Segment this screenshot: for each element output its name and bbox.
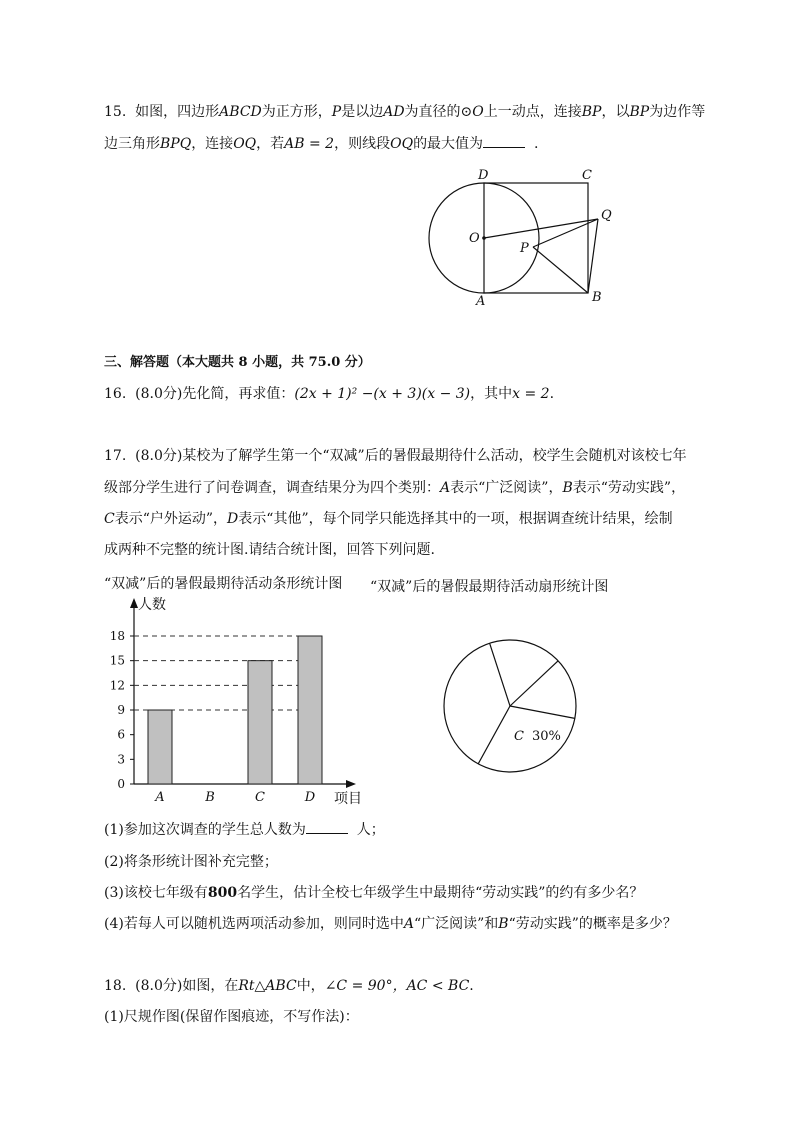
- q18-line1: [104, 977, 474, 995]
- bar-chart-title: “双减”后的暑假最期待活动条形统计图: [104, 576, 343, 592]
- text: ，则线段: [334, 136, 391, 152]
- text: 表示“劳动实践”，: [572, 480, 686, 496]
- q17-line1: [104, 447, 687, 465]
- x-tick-label: D: [304, 790, 316, 805]
- label-q: Q: [601, 208, 612, 223]
- pie-label-c: [514, 729, 561, 744]
- text: ，以: [601, 104, 630, 120]
- label-b: B: [592, 290, 602, 305]
- text: ，若: [256, 136, 285, 152]
- text: .: [533, 136, 539, 152]
- math: (2x + 1)² −(x + 3)(x − 3): [294, 386, 471, 402]
- text: 名学生，估计全校七年级学生中最期待“劳动实践”的约有多少名？: [237, 885, 644, 901]
- math: BP: [629, 104, 650, 120]
- label-a: A: [476, 294, 486, 309]
- q15-line2: [104, 135, 538, 153]
- pie-chart-title: “双减”后的暑假最期待活动扇形统计图: [370, 579, 609, 595]
- text: 上一动点，连接: [483, 104, 582, 120]
- math: x = 2: [512, 386, 550, 402]
- text: 为边作等: [649, 104, 706, 120]
- y-tick-label: 9: [117, 703, 125, 717]
- text: 如图，四边形: [135, 104, 220, 120]
- math: OQ: [233, 136, 257, 152]
- text: (4)若每人可以随机选两项活动参加，则同时选中: [104, 916, 404, 932]
- x-tick-label: C: [255, 790, 265, 805]
- section-3-heading: 三、解答题（本大题共 8 小题，共 75.0 分）: [104, 355, 371, 370]
- math: C: [104, 511, 115, 527]
- math: B: [498, 916, 509, 932]
- q15-number: 15.: [104, 104, 127, 120]
- math: OQ: [390, 136, 414, 152]
- text: 的最大值为: [413, 136, 484, 152]
- text: 边三角形: [104, 136, 160, 152]
- bar-a: [148, 710, 172, 784]
- text: 表示“其他”，每个同学只能选择其中的一项，根据调查统计结果，绘制: [238, 511, 673, 527]
- q16-line: [104, 385, 554, 403]
- text: .: [469, 978, 474, 994]
- q16-number: 16.: [104, 386, 127, 402]
- label-c: C: [582, 168, 592, 183]
- point-o: [482, 236, 486, 240]
- q17-line2: [104, 479, 685, 497]
- segment-oq: [484, 219, 598, 238]
- q17-line4: 成两种不完整的统计图.请结合统计图，回答下列问题.: [104, 542, 435, 558]
- text: 是以边: [341, 104, 384, 120]
- text: “广泛阅读”和: [413, 916, 499, 932]
- text: 表示“户外运动”，: [114, 511, 228, 527]
- q17-line3: [104, 510, 673, 528]
- text: (8.0分)某校为了解学生第一个“双减”后的暑假最期待什么活动，校学生会随机对该校七年: [135, 448, 687, 464]
- text: 表示“广泛阅读”，: [450, 480, 563, 496]
- y-tick-label: 6: [117, 727, 125, 742]
- math: D: [227, 511, 239, 527]
- number: 800: [207, 885, 238, 901]
- y-axis-label: 人数: [138, 597, 166, 613]
- text: 人；: [356, 822, 385, 838]
- answer-blank[interactable]: [483, 135, 525, 148]
- text: 为正方形，: [261, 104, 332, 120]
- math: A: [440, 480, 451, 496]
- math: Rt△ABC: [238, 978, 297, 994]
- q17-sub3: [104, 884, 643, 902]
- q15-line1: [104, 103, 705, 121]
- math: P: [331, 104, 342, 120]
- bar-c: [248, 661, 272, 784]
- label-d: D: [478, 168, 489, 183]
- text: (3)该校七年级有: [104, 885, 208, 901]
- x-axis-label: 项目: [334, 791, 362, 807]
- math: AB = 2: [284, 136, 335, 152]
- math: BP: [581, 104, 602, 120]
- math: B: [562, 480, 573, 496]
- math: O: [472, 104, 484, 120]
- math: ABCD: [219, 104, 262, 120]
- q18-number: 18.: [104, 978, 127, 994]
- y-axis-arrow: [130, 598, 138, 608]
- math: AD: [383, 104, 405, 120]
- q17-number: 17.: [104, 448, 127, 464]
- q15-figure: [420, 165, 620, 310]
- math: A: [403, 916, 414, 932]
- text: “劳动实践”的概率是多少？: [508, 916, 677, 932]
- y-tick-label: 0: [117, 777, 125, 791]
- q17-sub4: [104, 915, 677, 933]
- text: (1)参加这次调查的学生总人数为: [104, 822, 306, 838]
- x-tick-label: A: [155, 790, 165, 805]
- q18-sub1: (1)尺规作图(保留作图痕迹，不写作法)：: [104, 1009, 359, 1025]
- segment-qb: [588, 219, 598, 293]
- text: .: [549, 386, 555, 402]
- text: (8.0分)如图，在: [135, 978, 239, 994]
- pie-label-letter: C: [514, 729, 524, 744]
- text: 为直径的⊙: [404, 104, 473, 120]
- answer-blank[interactable]: [306, 821, 348, 834]
- segment-pb: [533, 247, 588, 293]
- bar-chart: [100, 590, 370, 810]
- q17-sub1: [104, 821, 385, 839]
- text: 中，: [296, 978, 325, 994]
- q17-sub2: (2)将条形统计图补充完整；: [104, 854, 278, 870]
- text: ，其中: [470, 386, 513, 402]
- y-tick-label: 15: [109, 653, 125, 668]
- label-o: O: [469, 231, 480, 246]
- text: ，连接: [191, 136, 234, 152]
- math: ∠C = 90°，AC < BC: [324, 978, 470, 994]
- text: 级部分学生进行了问卷调查，调查结果分为四个类别：: [104, 480, 440, 496]
- math: BPQ: [160, 136, 192, 152]
- bar-d: [298, 636, 322, 784]
- y-tick-label: 3: [117, 752, 125, 767]
- label-p: P: [520, 241, 529, 256]
- y-tick-label: 18: [109, 629, 125, 643]
- x-tick-label: B: [205, 790, 215, 805]
- square-abcd: [484, 183, 588, 293]
- text: (8.0分)先化简，再求值：: [135, 386, 295, 402]
- pie-chart: [430, 630, 590, 790]
- x-axis-arrow: [346, 780, 356, 788]
- pie-label-percent: 30%: [531, 729, 561, 744]
- y-tick-label: 12: [109, 678, 125, 693]
